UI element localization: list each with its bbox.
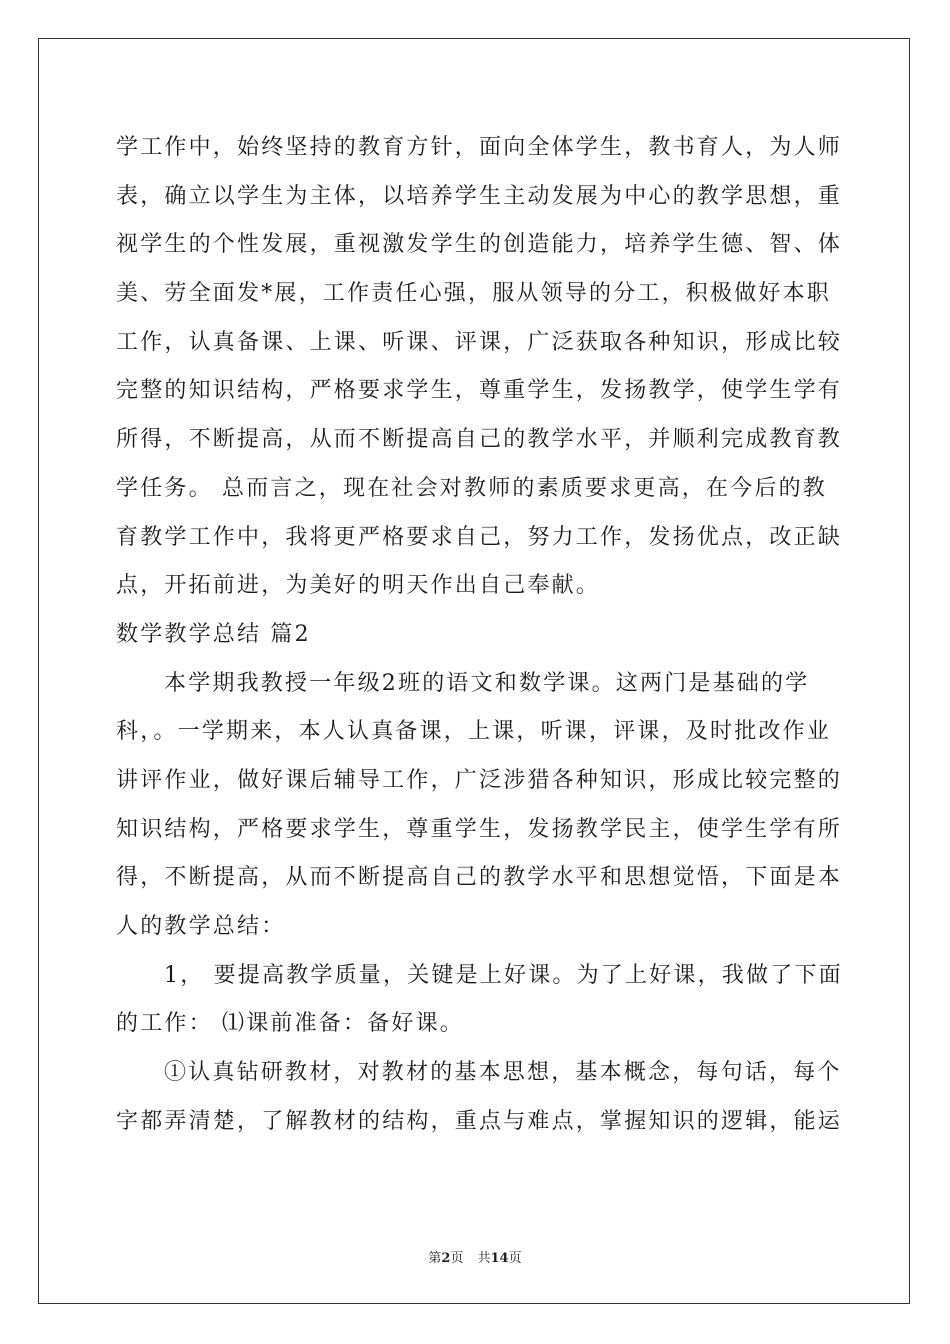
footer-page-prefix: 第: [428, 1251, 442, 1266]
text-line: 讲评作业，做好课后辅导工作，广泛涉猎各种知识，形成比较完整的: [116, 767, 843, 793]
text-line: 育教学工作中，我将更严格要求自己，努力工作，发扬优点，改正缺: [116, 524, 843, 550]
text-line: ①认真钻研教材，对教材的基本思想，基本概念，每句话，每个: [164, 1060, 842, 1086]
text-line: 字都弄清楚，了解教材的结构，重点与难点，掌握知识的逻辑，能运: [116, 1108, 843, 1134]
page-footer: [0, 1247, 950, 1266]
text-line: 得，不断提高，从而不断提高自己的教学水平和思想觉悟，下面是本: [116, 865, 843, 891]
text-line: 学任务。 总而言之，现在社会对教师的素质要求更高，在今后的教: [116, 475, 827, 501]
footer-total-pages: 14: [490, 1251, 509, 1266]
footer-page-number: 2: [441, 1251, 451, 1266]
text-line: 完整的知识结构，严格要求学生，尊重学生，发扬教学，使学生学有: [116, 378, 843, 404]
text-line: 本学期我教授一年级2班的语文和数学课。这两门是基础的学: [164, 670, 810, 696]
footer-page-suffix: 页: [450, 1251, 464, 1266]
text-line: 表，确立以学生为主体，以培养学生主动发展为中心的教学思想，重: [116, 183, 843, 209]
document-body: [116, 124, 843, 1146]
text-line: 视学生的个性发展，重视激发学生的创造能力，培养学生德、智、体: [116, 232, 843, 258]
text-line: 点，开拓前进，为美好的明天作出自己奉献。: [116, 573, 601, 599]
footer-total-suffix: 页: [508, 1251, 522, 1266]
footer-total-prefix: 共: [477, 1251, 491, 1266]
text-line: 1， 要提高教学质量，关键是上好课。为了上好课，我做了下面: [164, 962, 843, 988]
text-line: 的工作： ⑴课前准备：备好课。: [116, 1011, 464, 1037]
text-line: 所得，不断提高，从而不断提高自己的教学水平，并顺利完成教育教: [116, 427, 843, 453]
text-line: 工作，认真备课、上课、听课、评课，广泛获取各种知识，形成比较: [116, 329, 843, 355]
text-line: 科，。一学期来，本人认真备课，上课，听课，评课，及时批改作业: [116, 719, 832, 745]
text-line: 美、劳全面发*展，工作责任心强，服从领导的分工，积极做好本职: [116, 281, 832, 307]
text-line: 人的教学总结：: [116, 914, 286, 939]
section-heading: 数学教学总结 篇2: [116, 621, 311, 647]
text-line: 知识结构，严格要求学生，尊重学生，发扬教学民主，使学生学有所: [116, 816, 843, 842]
text-line: 学工作中，始终坚持的教育方针，面向全体学生，教书育人，为人师: [116, 135, 843, 160]
